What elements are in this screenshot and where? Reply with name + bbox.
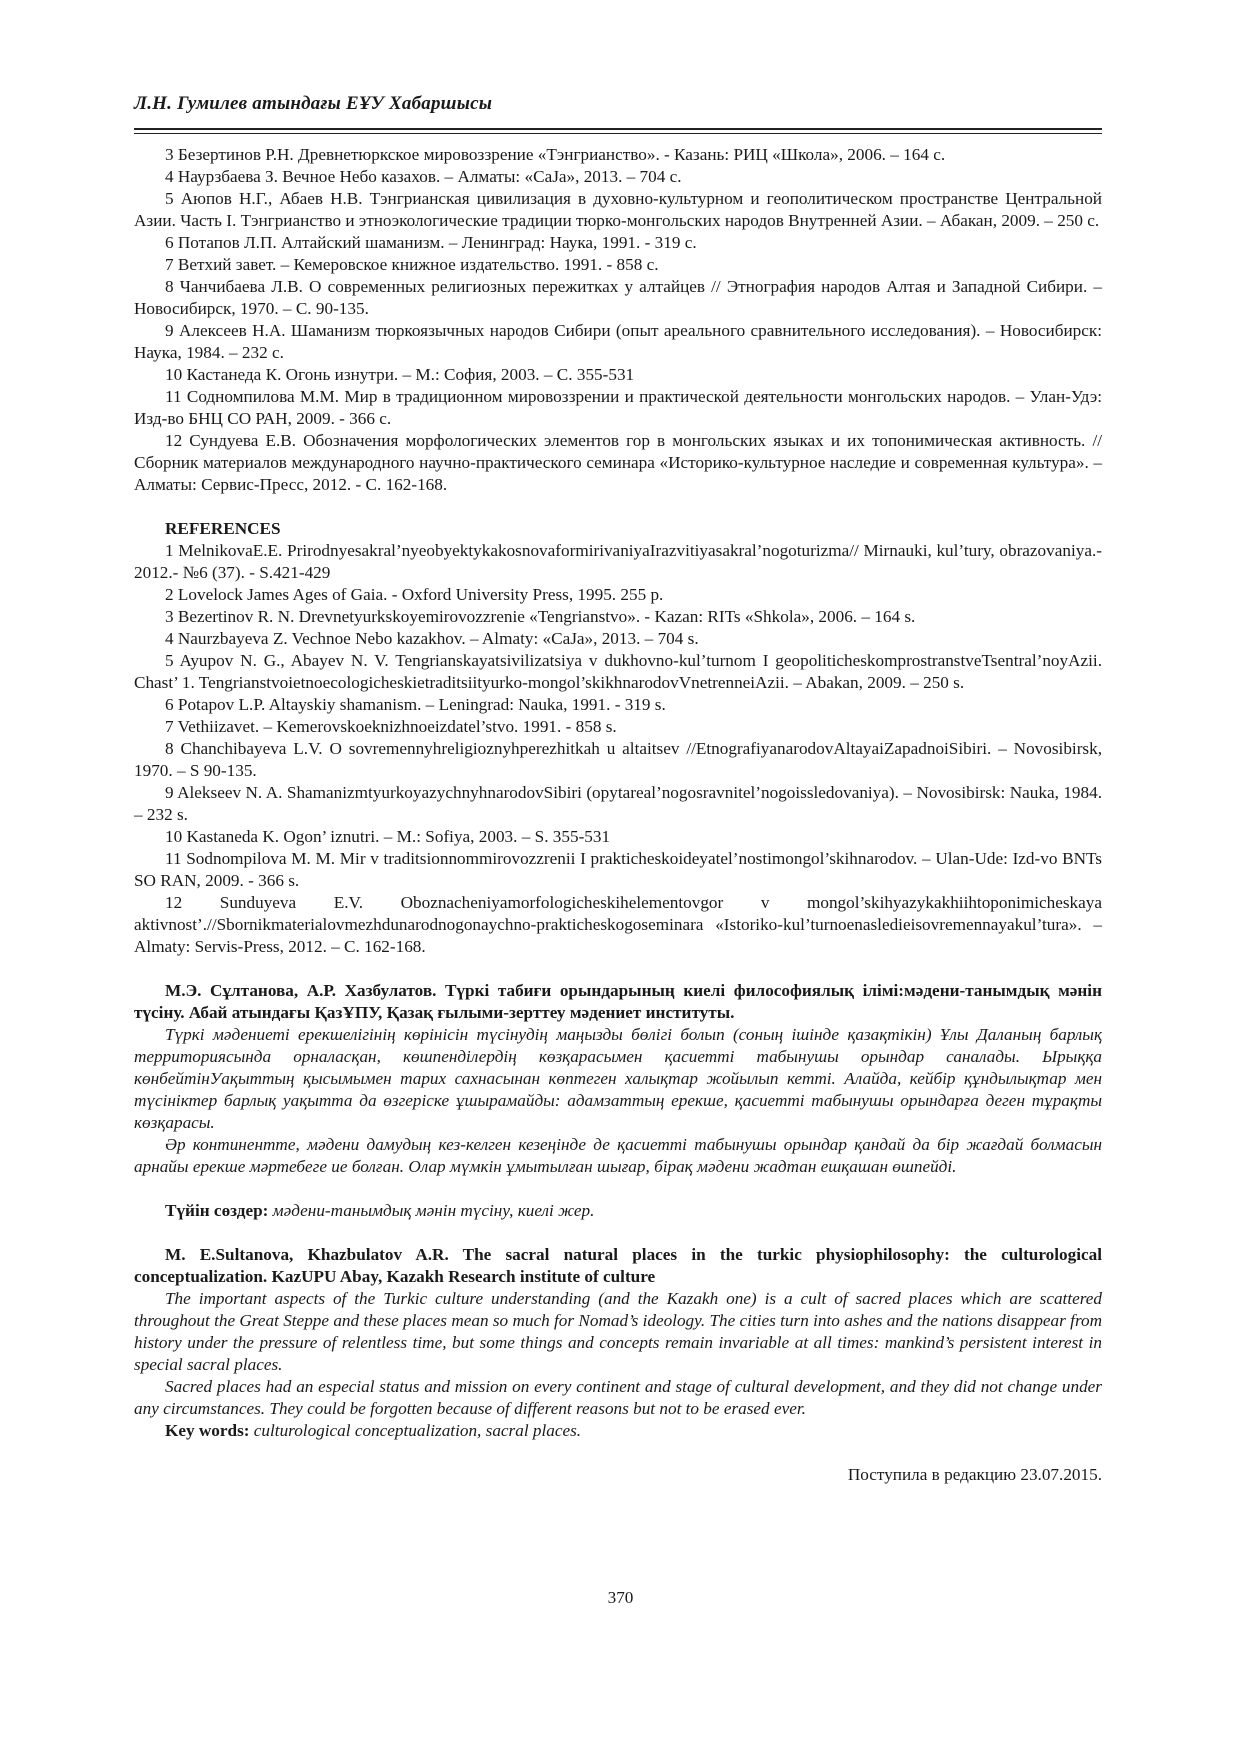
received-note: Поступила в редакцию 23.07.2015.: [847, 1465, 1102, 1484]
header-rule-thick: [134, 128, 1102, 130]
reference-item: 11 Содномпилова М.М. Мир в традиционном мировоззрении и практической деятельности монгольских народов. – Улан-Удэ: Изд-во БНЦ СО РАН, 2009. - 366 с.: [134, 387, 1102, 428]
reference-item: 10 Кастанеда К. Огонь изнутри. – М.: София, 2003. – С. 355-531: [165, 365, 635, 384]
header-rule-thin: [134, 133, 1102, 134]
reference-item: 11 Sodnompilova M. M. Mir v traditsionnommirovozzrenii I prakticheskoideyatel’nostimongol’skihnarodov. – Ulan-Ude: Izd-vo BNTs SO RAN, 2009. - 366 s.: [134, 849, 1102, 890]
reference-item: 8 Чанчибаева Л.В. О современных религиозных пережитках у алтайцев // Этнография народов Алтая и Западной Сибири. – Новосибирск, 1970. – С. 90-135.: [134, 277, 1102, 318]
reference-item: 12 Сундуева Е.В. Обозначения морфологических элементов гор в монгольских языках и их топонимическая активность. // Сборник материалов международного научно-практического семинара «Историко-культурное наследие и современная культура». – Алматы: Сервис-Пресс, 2012. - С. 162-168.: [134, 431, 1102, 494]
english-abstract-title: M. E.Sultanova, Khazbulatov A.R. The sacral natural places in the turkic physiophilosophy: the culturological conceptualization. KazUPU Abay, Kazakh Research institute of culture: [134, 1245, 1102, 1286]
english-abstract: [134, 1244, 1102, 1442]
kazakh-abstract-title: М.Э. Сұлтанова, А.Р. Хазбулатов. Түркі табиғи орындарының киелі философиялық ілімі:мәдени-танымдық мәнін түсіну. Абай атындағы ҚазҰПУ, Қазақ ғылыми-зерттеу мәдениет институты.: [134, 981, 1102, 1022]
references-heading: REFERENCES: [165, 519, 281, 538]
reference-item: 10 Kastaneda K. Ogon’ iznutri. – M.: Sofiya, 2003. – S. 355-531: [165, 827, 611, 846]
reference-item: 4 Naurzbayeva Z. Vechnoe Nebo kazakhov. – Almaty: «CaJa», 2013. – 704 s.: [165, 629, 699, 648]
reference-item: 12 Sunduyeva E.V. Oboznacheniyamorfologicheskihelementovgor v mongol’skihyazykakhiihtoponimicheskaya aktivnost’.//Sbornikmaterialovmezhdunarodnogonaychno-prakticheskogoseminara «Istoriko-kul’turnoenasledieisovremennayakul’tura». – Almaty: Servis-Press, 2012. – C. 162-168.: [134, 893, 1102, 956]
page-number: 370: [607, 1588, 634, 1607]
reference-item: 6 Потапов Л.П. Алтайский шаманизм. – Ленинград: Наука, 1991. - 319 с.: [165, 233, 697, 252]
kazakh-abstract: [134, 980, 1102, 1222]
english-keywords-text: culturological conceptualization, sacral places.: [253, 1421, 582, 1440]
reference-item: 4 Наурзбаева З. Вечное Небо казахов. – Алматы: «СаJа», 2013. – 704 с.: [165, 167, 682, 186]
reference-item: 9 Алексеев Н.А. Шаманизм тюркоязычных народов Сибири (опыт ареального сравнительного исследования). – Новосибирск: Наука, 1984. – 232 с.: [134, 321, 1102, 362]
kazakh-keywords: [134, 1200, 1102, 1222]
english-references-list: [134, 540, 1102, 958]
kazakh-abstract-paragraph: Әр континентте, мәдени дамудың кез-келген кезеңінде де қасиетті табынушы орындар қандай да бір жағдай болмасын арнайы ерекше мәртебеге ие болған. Олар мүмкін ұмытылған шығар, бірақ мәдени жадтан ешқашан өшпейді.: [134, 1135, 1102, 1176]
page-content: [134, 144, 1102, 1486]
english-keywords: [134, 1420, 1102, 1442]
english-abstract-paragraph: The important aspects of the Turkic culture understanding (and the Kazakh one) is a cult of sacred places which are scattered throughout the Great Steppe and these places mean so much for Nomad’s ideology. The cities turn into ashes and the nations disappear from history under the pressure of relentless time, but some things and concepts remain invariable at all times: mankind’s persistent interest in special sacral places.: [134, 1289, 1102, 1374]
reference-item: 8 Chanchibayeva L.V. O sovremennyhreligioznyhperezhitkah u altaitsev //EtnografiyanarodovAltayaiZapadnoiSibiri. – Novosibirsk, 1970. – S 90-135.: [134, 739, 1102, 780]
russian-references-list: [134, 144, 1102, 496]
reference-item: 5 Ayupov N. G., Abayev N. V. Tengrianskayatsivilizatsiya v dukhovno-kul’turnom I geopoliticheskomprostranstveTsentral’noyAzii. Chast’ 1. Tengrianstvoietnoecologicheskietraditsiityurko-mongol’skikhnarodovVnetrenneiAzii. – Abakan, 2009. – 250 s.: [134, 651, 1102, 692]
reference-item: 3 Bezertinov R. N. Drevnetyurkskoyemirovozzrenie «Tengrianstvo». - Kazan: RITs «Shkola», 2006. – 164 s.: [165, 607, 916, 626]
english-keywords-label: Key words:: [165, 1421, 250, 1440]
reference-item: 1 MelnikovaE.E. Prirodnyesakral’nyeobyektykakosnovaformirivaniyaIrazvitiyasakral’nogoturizma// Mirnauki, kul’tury, obrazovaniya.- 2012.- №6 (37). - S.421-429: [134, 541, 1102, 582]
english-abstract-paragraph: Sacred places had an especial status and mission on every continent and stage of cultural development, and they did not change under any circumstances. They could be forgotten because of different reasons but not to be erased ever.: [134, 1377, 1102, 1418]
reference-item: 7 Ветхий завет. – Кемеровское книжное издательство. 1991. - 858 с.: [165, 255, 659, 274]
kazakh-keywords-text: мәдени-танымдық мәнін түсіну, киелі жер.: [272, 1201, 595, 1220]
reference-item: 7 Vethiizavet. – Kemerovskoeknizhnoeizdatel’stvo. 1991. - 858 s.: [165, 717, 617, 736]
kazakh-keywords-label: Түйін сөздер:: [165, 1201, 269, 1220]
reference-item: 5 Аюпов Н.Г., Абаев Н.В. Тэнгрианская цивилизация в духовно-культурном и геополитическом пространстве Центральной Азии. Часть I. Тэнгрианство и этноэкологические традиции тюрко-монгольских народов Внутренней Азии. – Абакан, 2009. – 250 с.: [134, 189, 1102, 230]
reference-item: 2 Lovelock James Ages of Gaia. - Oxford University Press, 1995. 255 p.: [165, 585, 664, 604]
reference-item: 6 Potapov L.P. Altayskiy shamanism. – Leningrad: Nauka, 1991. - 319 s.: [165, 695, 666, 714]
journal-header: Л.Н. Гумилев атындағы ЕҰУ Хабаршысы: [134, 93, 493, 114]
reference-item: 3 Безертинов Р.Н. Древнетюркское мировоззрение «Тэнгрианство». - Казань: РИЦ «Школа», 2006. – 164 с.: [165, 145, 946, 164]
kazakh-abstract-paragraph: Түркі мәдениеті ерекшелігінің көрінісін түсінудің маңызды бөлігі болып (соның ішінде қазақтікін) Ұлы Даланың барлық территориясында орналасқан, көшпенділердің көзқарасымен қасиетті табынушы орындар саналады. Ырыққа көнбейтінУақыттың қысымымен тарих сахнасынан көптеген халықтар жойылып кетті. Алайда, кейбір құндылықтар мен түсініктер барлық уақытта да өзгеріске ұшырамайды: адамзаттың ерекше, қасиетті табынушы орындарға деген тұрақты көзқарасы.: [134, 1025, 1102, 1132]
reference-item: 9 Alekseev N. A. ShamanizmtyurkoyazychnyhnarodovSibiri (opytareal’nogosravnitel’nogoissledovaniya). – Novosibirsk: Nauka, 1984. – 232 s.: [134, 783, 1102, 824]
